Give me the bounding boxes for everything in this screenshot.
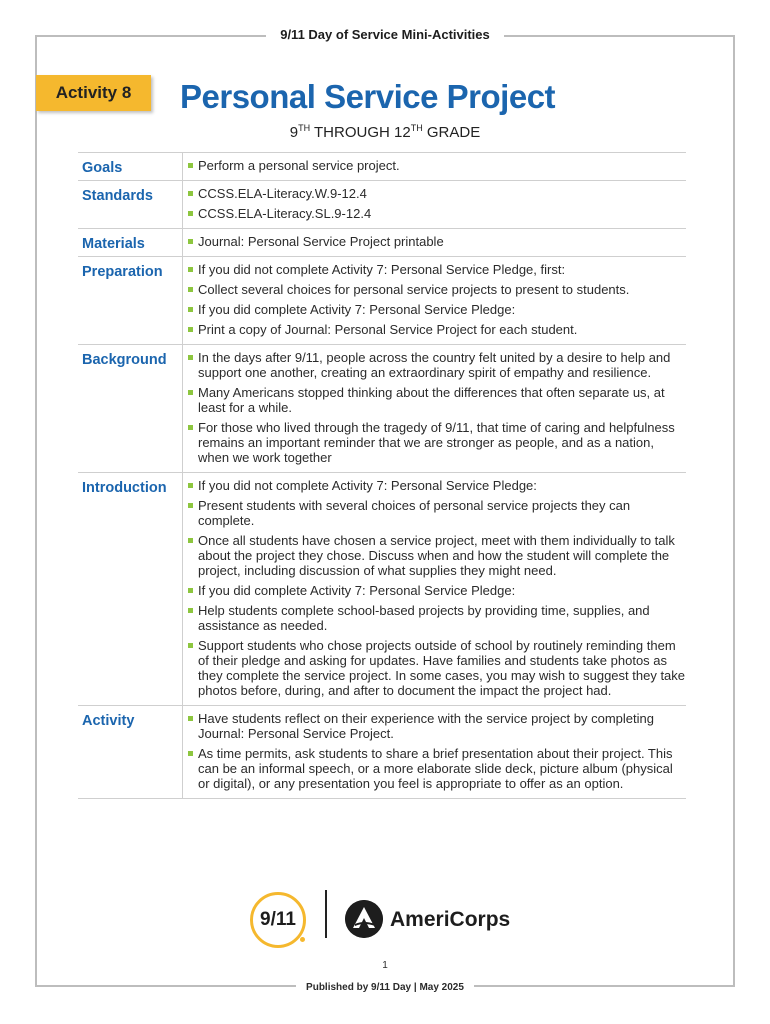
bullet-list bbox=[187, 711, 686, 791]
logo-dot bbox=[300, 937, 305, 942]
lesson-table bbox=[78, 152, 686, 799]
grade-range bbox=[0, 123, 770, 141]
section-content bbox=[183, 706, 687, 799]
section-label: Introduction bbox=[78, 473, 183, 706]
header-title: 9/11 Day of Service Mini-Activities bbox=[266, 27, 504, 42]
bullet-item: Have students reflect on their experience with the service project by completing Journal: Personal Service Project. bbox=[187, 711, 686, 741]
section-label: Activity bbox=[78, 706, 183, 799]
section-content bbox=[183, 153, 687, 181]
section-label: Materials bbox=[78, 229, 183, 257]
section-content bbox=[183, 229, 687, 257]
section-row-preparation bbox=[78, 257, 686, 345]
bullet-item: In the days after 9/11, people across the country felt united by a desire to help and support one another, creating an extraordinary spirit of empathy and resilience. bbox=[187, 350, 686, 380]
grade-through: THROUGH bbox=[310, 124, 395, 141]
section-content bbox=[183, 181, 687, 229]
bullet-item: Perform a personal service project. bbox=[187, 158, 686, 173]
bullet-item: For those who lived through the tragedy of 9/11, that time of caring and helpfulness remains an important reminder that we are stronger as people, and as a nation, when we work together bbox=[187, 420, 686, 465]
page-number: 1 bbox=[382, 960, 388, 971]
section-label: Preparation bbox=[78, 257, 183, 345]
section-content bbox=[183, 473, 687, 706]
bullet-list bbox=[187, 262, 686, 337]
bullet-item: Support students who chose projects outside of school by routinely reminding them of their pledge and asking for updates. Have families and students take photos as they complete the service project. In some cases, you may wish to suggest they take photos before, during, and after to document the impact the project had. bbox=[187, 638, 686, 698]
section-row-goals bbox=[78, 153, 686, 181]
bullet-item: As time permits, ask students to share a brief presentation about their project. This can be an informal speech, or a more elaborate slide deck, picture album (physical or digital), or any presentation you feel is appropriate to offer as an option. bbox=[187, 746, 686, 791]
bullet-item: Many Americans stopped thinking about the differences that often separate us, at least for a while. bbox=[187, 385, 686, 415]
section-label: Standards bbox=[78, 181, 183, 229]
nine-eleven-day-logo bbox=[250, 892, 306, 948]
bullet-item: CCSS.ELA-Literacy.SL.9-12.4 bbox=[187, 206, 686, 221]
nine-eleven-logo-text: 9/11 bbox=[260, 909, 296, 930]
bullet-list bbox=[187, 158, 686, 173]
publisher-line bbox=[0, 977, 770, 995]
section-content bbox=[183, 257, 687, 345]
bullet-list bbox=[187, 234, 686, 249]
americorps-logo-icon bbox=[345, 900, 383, 938]
americorps-logo-text: AmeriCorps bbox=[390, 908, 511, 931]
section-label: Background bbox=[78, 345, 183, 473]
bullet-item: If you did not complete Activity 7: Personal Service Pledge, first: bbox=[187, 262, 686, 277]
logo-bar bbox=[0, 888, 770, 950]
grade-from: 9 bbox=[289, 124, 299, 141]
grade-word: GRADE bbox=[422, 124, 481, 141]
page-header bbox=[0, 26, 770, 44]
bullet-item: Once all students have chosen a service project, meet with them individually to talk about the project they chose. Discuss when and how the student will complete the project, including discussion of what supplies they might need. bbox=[187, 533, 686, 578]
page-title: Personal Service Project bbox=[180, 78, 556, 115]
grade-from-suffix: TH bbox=[298, 123, 311, 133]
bullet-list bbox=[187, 186, 686, 221]
grade-to-suffix: TH bbox=[410, 123, 423, 133]
section-content bbox=[183, 345, 687, 473]
section-row-materials bbox=[78, 229, 686, 257]
bullet-item: If you did complete Activity 7: Personal Service Pledge: bbox=[187, 302, 686, 317]
grade-to: 12 bbox=[394, 124, 411, 141]
bullet-list bbox=[187, 350, 686, 465]
section-label: Goals bbox=[78, 153, 183, 181]
bullet-item: Help students complete school-based projects by providing time, supplies, and assistance as needed. bbox=[187, 603, 686, 633]
section-row-standards bbox=[78, 181, 686, 229]
logo-divider bbox=[325, 890, 327, 938]
published-text: Published by 9/11 Day | May 2025 bbox=[296, 982, 474, 993]
section-row-background bbox=[78, 345, 686, 473]
section-row-activity bbox=[78, 706, 686, 799]
bullet-item: Collect several choices for personal service projects to present to students. bbox=[187, 282, 686, 297]
bullet-item: CCSS.ELA-Literacy.W.9-12.4 bbox=[187, 186, 686, 201]
bullet-item: If you did complete Activity 7: Personal Service Pledge: bbox=[187, 583, 686, 598]
bullet-item: Present students with several choices of personal service projects they can complete. bbox=[187, 498, 686, 528]
bullet-item: If you did not complete Activity 7: Personal Service Pledge: bbox=[187, 478, 686, 493]
section-row-introduction bbox=[78, 473, 686, 706]
bullet-item: Journal: Personal Service Project printable bbox=[187, 234, 686, 249]
activity-badge: Activity 8 bbox=[36, 75, 151, 111]
bullet-item: Print a copy of Journal: Personal Service Project for each student. bbox=[187, 322, 686, 337]
bullet-list bbox=[187, 478, 686, 698]
